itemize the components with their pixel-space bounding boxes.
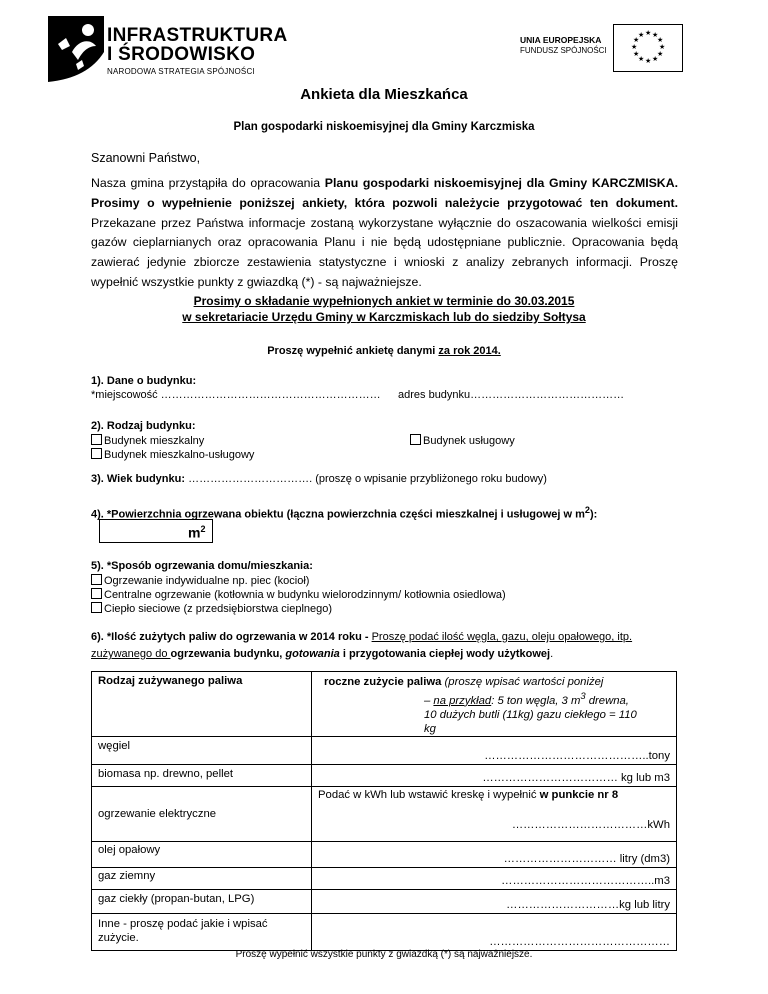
svg-text:★: ★ (638, 55, 645, 63)
header-fuel-type: Rodzaj zużywanego paliwa (92, 672, 312, 737)
page-footer: Proszę wypełnić wszystkie punkty z gwiazdką (*) są najważniejsze. (235, 949, 533, 960)
table-header-row (92, 672, 677, 737)
fuel-value-gas[interactable]: …………………………………..m3 (312, 867, 677, 889)
section-4-title: 4). *Powierzchnia ogrzewana obiektu (łączna powierzchnia części mieszkalnej i usługowej w $m^2$): (91, 505, 598, 521)
checkbox-central-heating[interactable]: Centralne ogrzewanie (kotłownia w budynku wielorodzinnym/ kotłownia osiedlowa) (91, 588, 506, 602)
page-subtitle: Plan gospodarki niskoemisyjnej dla Gminy Karczmiska (233, 121, 535, 133)
checkbox-district-heating[interactable]: Ciepło sieciowe (z przedsiębiorstwa cieplnego) (91, 602, 332, 616)
svg-text:★: ★ (652, 31, 659, 39)
fuel-label: ogrzewanie elektryczne (92, 786, 312, 841)
section-6-title: 6). *Ilość zużytych paliw do ogrzewania w 2014 roku - Proszę podać ilość węgla, gazu, oleju opałowego, itp. zużywanego do ogrzewania budynku, gotowania i przygotowania ciepłej wody użytkowej. (91, 631, 633, 660)
svg-text:★: ★ (645, 57, 652, 65)
section-2-title: 2). Rodzaj budynku: (91, 420, 196, 432)
section-5-title: 5). *Sposób ogrzewania domu/mieszkania: (91, 560, 313, 572)
section-3: 3). Wiek budynku: ……………………………. (proszę o wpisanie przybliżonego roku budowy) (91, 473, 547, 485)
section-1-title: 1). Dane o budynku: (91, 375, 197, 387)
table-row (92, 736, 677, 764)
eu-line-1: UNIA EUROPEJSKA (520, 35, 602, 45)
year-note: Proszę wypełnić ankietę danymi za rok 2014. (267, 345, 501, 357)
eu-line-2: FUNDUSZ SPÓJNOŚCI (520, 46, 607, 55)
fuel-label: gaz ciekły (propan-butan, LPG) (92, 889, 312, 913)
checkbox-residential[interactable]: Budynek mieszkalny (91, 434, 204, 448)
table-row (92, 841, 677, 867)
logo-line-3: NARODOWA STRATEGIA SPÓJNOŚCI (107, 67, 255, 76)
greeting: Szanowni Państwo, (91, 151, 201, 165)
fuel-label: Inne - proszę podać jakie i wpisać zużycie. (92, 913, 312, 950)
fuel-value-oil[interactable]: ………………………… litry (dm3) (312, 841, 677, 867)
town-field[interactable]: *miejscowość …………………………………………………… (91, 389, 381, 401)
fuel-value-biomass[interactable]: ……………………………… kg lub m3 (312, 764, 677, 786)
table-row (92, 913, 677, 950)
svg-text:★: ★ (659, 43, 666, 51)
svg-text:★: ★ (652, 55, 659, 63)
page-title: Ankieta dla Mieszkańca (300, 86, 468, 103)
area-unit: $m^2$ (188, 524, 206, 541)
checkbox-mixed[interactable]: Budynek mieszkalno-usługowy (91, 448, 254, 462)
electric-hint: Podać w kWh lub wstawić kreskę i wypełnić w punkcie nr 8 (318, 788, 619, 801)
checkbox-individual-heating[interactable]: Ogrzewanie indywidualne np. piec (kocioł) (91, 574, 309, 588)
header-consumption: roczne zużycie paliwa (proszę wpisać wartości poniżej – na przykład: 5 ton węgla, 3 $m^3$ drewna, 10 dużych butli (11kg) gazu ciekłego = 110 kg (312, 672, 677, 737)
svg-text:★: ★ (633, 50, 640, 58)
table-row (92, 889, 677, 913)
svg-text:★: ★ (657, 36, 664, 44)
checkbox-service[interactable]: Budynek usługowy (410, 434, 515, 448)
intro-paragraph: Nasza gmina przystąpiła do opracowania Planu gospodarki niskoemisyjnej dla Gminy KARCZMISKA. Prosimy o wypełnienie poniższej ankiety, która pozwoli należycie przygotować ten dokument. Przekazane przez Państwa informacje zostaną wykorzystane wyłącznie do oszacowania wielkości emisji gazów cieplarnianych oraz opracowania Planu i nie będą udostępniane publicznie. Opracowania będą zawierać jedynie zbiorcze zestawienia statystyczne i wnioski z analizy zebranych informacji. Proszę wypełnić wszystkie punkty z gwiazdką (*) - są najważniejsze. (91, 176, 678, 289)
table-row (92, 867, 677, 889)
table-row (92, 764, 677, 786)
svg-text:★: ★ (631, 43, 638, 51)
fuel-value-other[interactable]: ………………………………………… (312, 913, 677, 950)
logo-line-2: I ŚRODOWISKO (107, 44, 256, 65)
fuel-label: olej opałowy (92, 841, 312, 867)
eu-flag-icon (613, 24, 683, 72)
fuel-label: gaz ziemny (92, 867, 312, 889)
address-field[interactable]: adres budynku…………………………………… (398, 389, 625, 401)
svg-text:★: ★ (638, 31, 645, 39)
logo-line-1: INFRASTRUKTURA (107, 25, 288, 46)
svg-text:★: ★ (645, 29, 652, 37)
fuel-value-coal[interactable]: ……………………………………..tony (312, 736, 677, 764)
fuel-label: biomasa np. drewno, pellet (92, 764, 312, 786)
svg-text:★: ★ (633, 36, 640, 44)
fuel-table (91, 671, 677, 951)
building-age-field[interactable]: ……………………………. (188, 473, 316, 485)
fuel-label: węgiel (92, 736, 312, 764)
table-row (92, 786, 677, 841)
fuel-value-lpg[interactable]: …………………………kg lub litry (312, 889, 677, 913)
svg-text:★: ★ (657, 50, 664, 58)
deadline-notice: Prosimy o składanie wypełnionych ankiet w terminie do 30.03.2015 w sekretariacie Urzędu Gminy w Karczmiskach lub do siedziby Sołtysa (182, 294, 586, 324)
fuel-value-electric[interactable]: ………………………………kWh (511, 818, 670, 831)
